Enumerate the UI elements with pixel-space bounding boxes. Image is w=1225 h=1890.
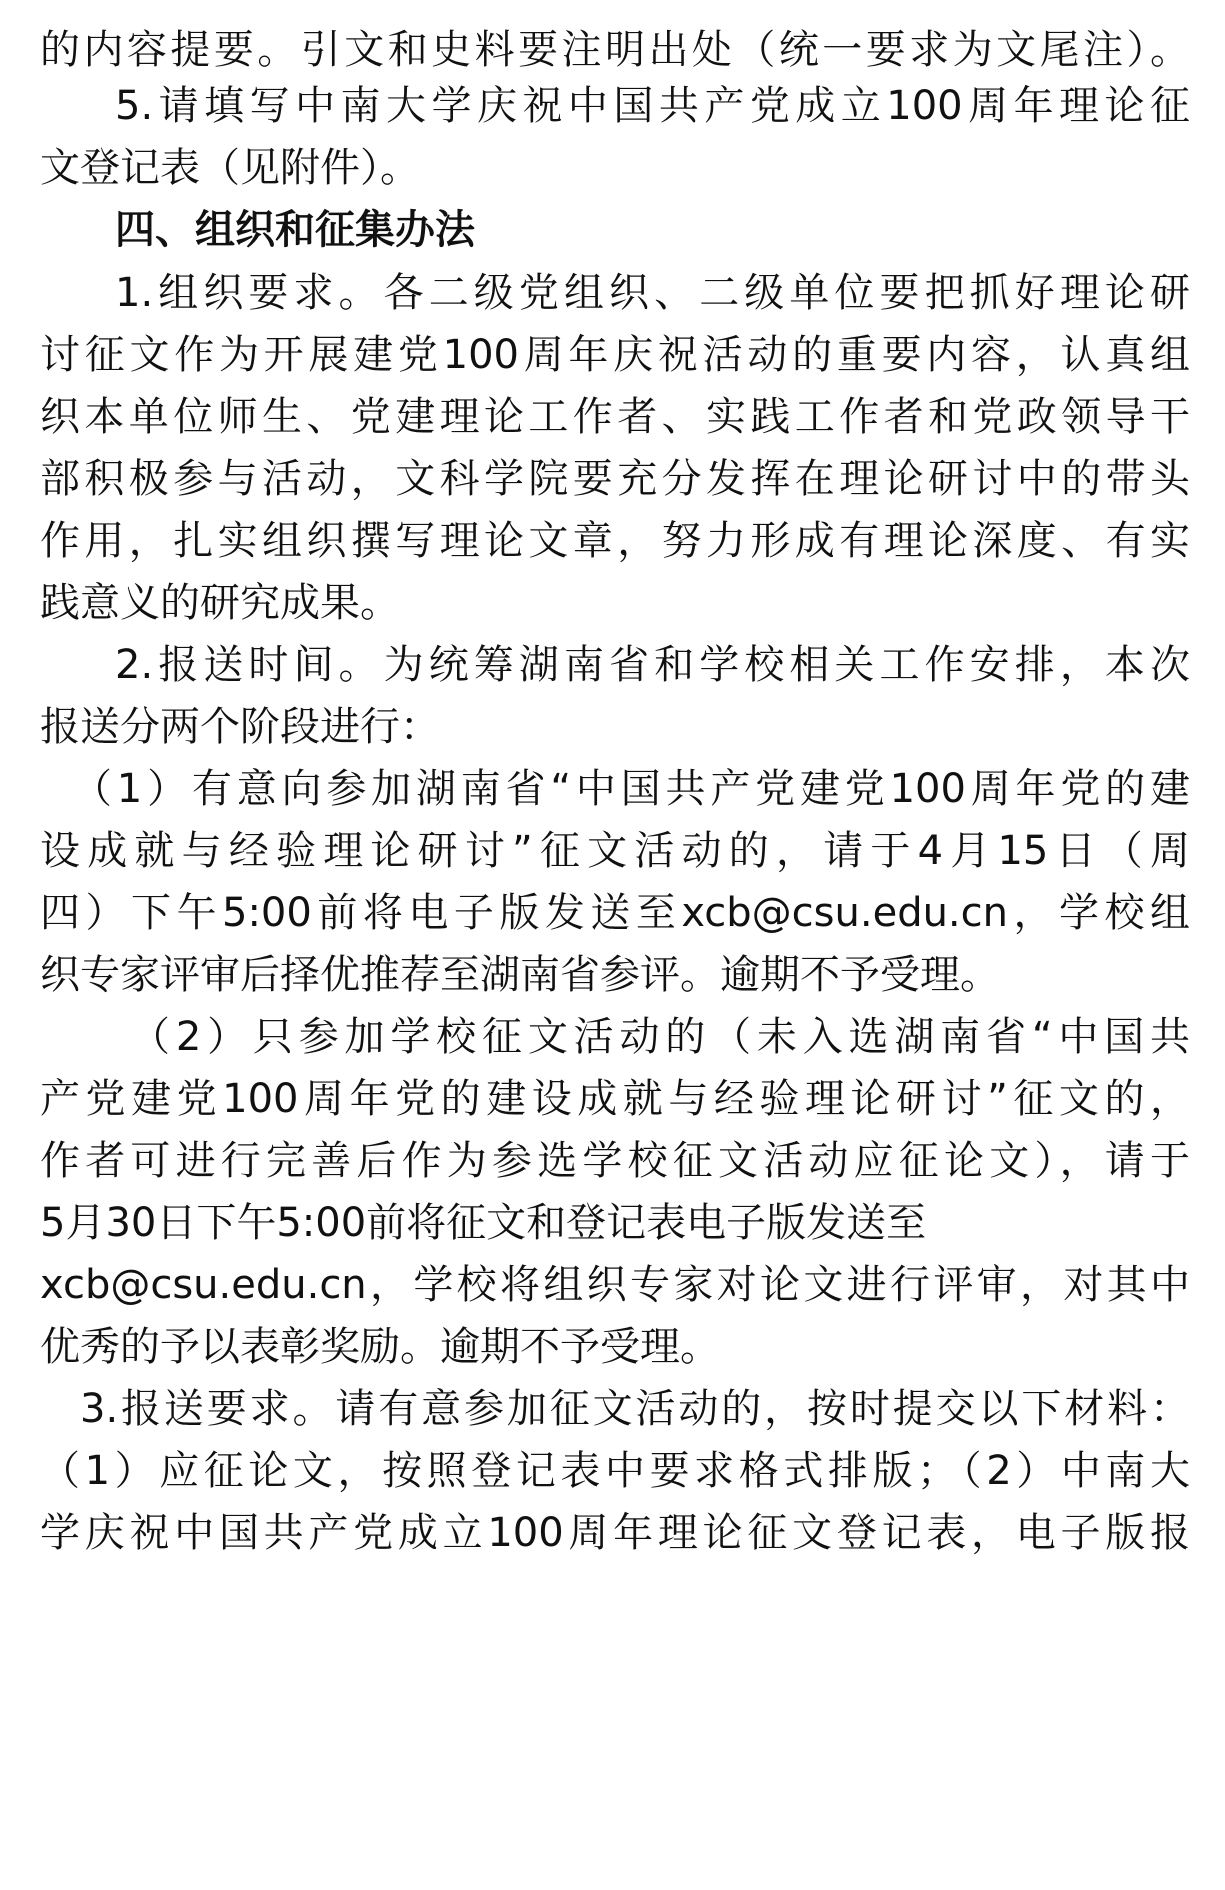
section-heading: 四、组织和征集办法 — [115, 207, 475, 253]
text-line: 报送分两个阶段进行： — [40, 704, 440, 750]
text-line: 四）下午5:00前将电子版发送至xcb@csu.edu.cn，学校组 — [40, 890, 1190, 936]
text-line: 讨征文作为开展建党100周年庆祝活动的重要内容，认真组 — [40, 332, 1190, 378]
text-line: 5.请填写中南大学庆祝中国共产党成立100周年理论征 — [115, 83, 1190, 129]
text-line: 作者可进行完善后作为参选学校征文活动应征论文），请于 — [40, 1138, 1190, 1184]
text-line: 设成就与经验理论研讨”征文活动的，请于4月15日（周 — [40, 828, 1190, 874]
text-line: 织专家评审后择优推荐至湖南省参评。逾期不予受理。 — [40, 952, 1000, 998]
text-line: 优秀的予以表彰奖励。逾期不予受理。 — [40, 1324, 720, 1370]
text-line: 学庆祝中国共产党成立100周年理论征文登记表，电子版报 — [40, 1510, 1190, 1556]
text-line: 的内容提要。引文和史料要注明出处（统一要求为文尾注）。 — [40, 27, 1190, 73]
text-line: 部积极参与活动，文科学院要充分发挥在理论研讨中的带头 — [40, 456, 1190, 502]
text-line: （2）只参加学校征文活动的（未入选湖南省“中国共 — [130, 1014, 1190, 1060]
text-line: xcb@csu.edu.cn，学校将组织专家对论文进行评审，对其中 — [40, 1262, 1190, 1308]
text-line: 产党建党100周年党的建设成就与经验理论研讨”征文的， — [40, 1076, 1190, 1122]
text-line: 织本单位师生、党建理论工作者、实践工作者和党政领导干 — [40, 394, 1190, 440]
text-line: （1）有意向参加湖南省“中国共产党建党100周年党的建 — [72, 766, 1190, 812]
text-line: 文登记表（见附件）。 — [40, 145, 420, 191]
text-line: 5月30日下午5:00前将征文和登记表电子版发送至 — [40, 1200, 927, 1246]
text-line: （1）应征论文，按照登记表中要求格式排版；（2）中南大 — [40, 1448, 1190, 1494]
text-line: 作用，扎实组织撰写理论文章，努力形成有理论深度、有实 — [40, 518, 1190, 564]
text-line: 1.组织要求。各二级党组织、二级单位要把抓好理论研 — [115, 270, 1190, 316]
text-line: 3.报送要求。请有意参加征文活动的，按时提交以下材料： — [80, 1386, 1190, 1432]
text-line: 2.报送时间。为统筹湖南省和学校相关工作安排，本次 — [115, 642, 1190, 688]
text-line: 践意义的研究成果。 — [40, 580, 400, 626]
